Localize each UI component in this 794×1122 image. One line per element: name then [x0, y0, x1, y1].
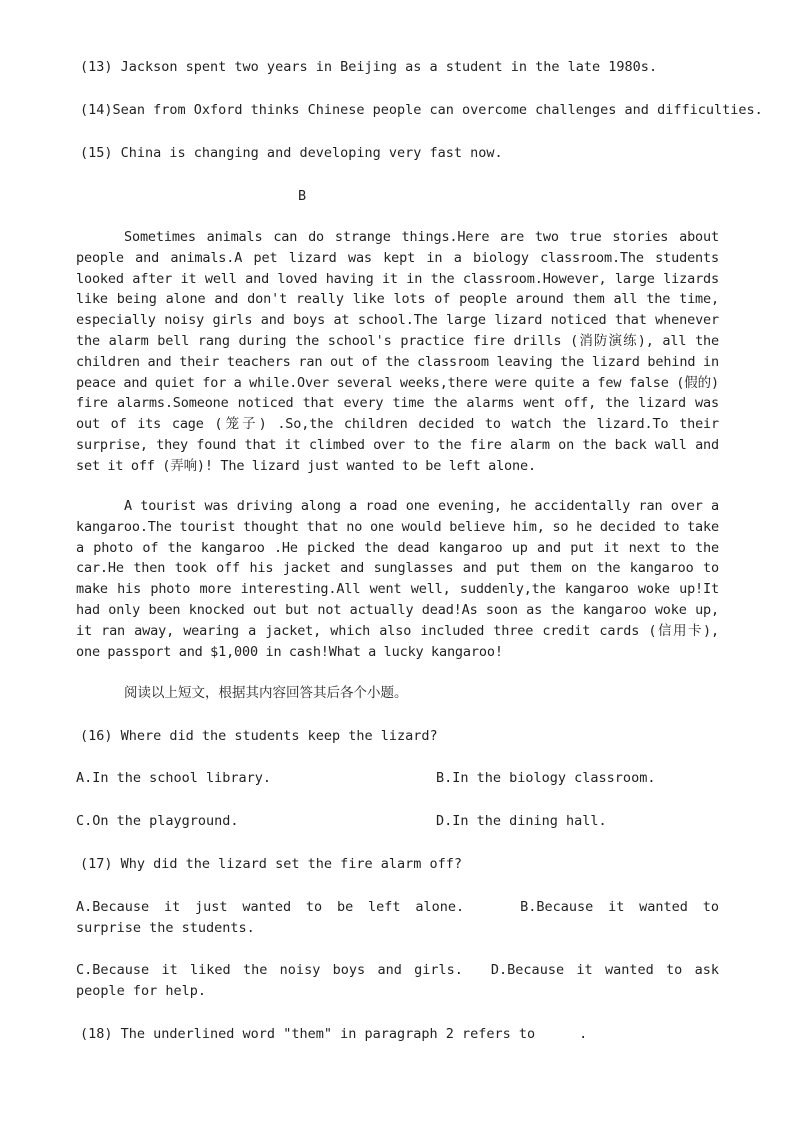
statement-14: (14)Sean from Oxford thinks Chinese people can overcome challenges and difficulties. — [80, 102, 763, 118]
question-17-options-cd — [76, 960, 719, 1002]
section-label: B — [298, 188, 307, 204]
question-17-options-ab — [76, 897, 719, 939]
question-16-option-a: A.In the school library. — [76, 770, 272, 786]
passage-paragraph-1: Sometimes animals can do strange things.Here are two true stories about people and animals.A pet lizard was kept in a biology classroom.The students looked after it well and loved having it in the classroom.However, large lizards like being alone and don't really like lots of people around them all the time, especially noisy girls and boys at school.The large lizard noticed that whenever the alarm bell rang during the school's practice fire drills (消防演练), all the children and their teachers ran out of the classroom leaving the lizard behind in peace and quiet for a while.Over several weeks,there were quite a few false (假的) fire alarms.Someone noticed that every time the alarms went off, the lizard was out of its cage (笼子) .So,the children decided to watch the lizard.To their surprise, they found that it climbed over to the fire alarm on the back wall and set it off (弄响)! The lizard just wanted to be left alone. — [76, 229, 719, 474]
question-16-option-b: B.In the biology classroom. — [436, 770, 656, 786]
question-16-option-d: D.In the dining hall. — [436, 813, 607, 829]
question-17-option-b: B.Because it wanted to surprise the students. — [76, 899, 719, 936]
statement-13: (13) Jackson spent two years in Beijing as a student in the late 1980s. — [80, 59, 658, 75]
question-17-option-c: C.Because it liked the noisy boys and girls. — [76, 962, 463, 978]
question-16-stem: (16) Where did the students keep the lizard? — [80, 728, 438, 744]
question-17-option-a: A.Because it just wanted to be left alone. — [76, 899, 465, 915]
instruction: 阅读以上短文，根据其内容回答其后各个小题。 — [124, 685, 408, 701]
question-18-end: . — [579, 1026, 588, 1042]
statement-15: (15) China is changing and developing very fast now. — [80, 145, 503, 161]
question-18-stem — [80, 1024, 723, 1045]
passage-paragraph-2: A tourist was driving along a road one evening, he accidentally ran over a kangaroo.The tourist thought that no one would believe him, so he decided to take a photo of the kangaroo .He picked the dead kangaroo up and put it next to the car.He then took off his jacket and sunglasses and put them on the kangaroo to make his photo more interesting.All went well, suddenly,the kangaroo woke up!It had only been knocked out but not actually dead!As soon as the kangaroo woke up, it ran away, wearing a jacket, which also included three credit cards (信用卡), one passport and $1,000 in cash!What a lucky kangaroo! — [76, 498, 719, 660]
question-16-option-c: C.On the playground. — [76, 813, 239, 829]
question-18-text: (18) The underlined word "them" in paragraph 2 refers to — [80, 1026, 536, 1042]
question-17-option-d: D.Because it wanted to ask people for help. — [76, 962, 719, 999]
question-17-stem: (17) Why did the lizard set the fire alarm off? — [80, 856, 463, 872]
